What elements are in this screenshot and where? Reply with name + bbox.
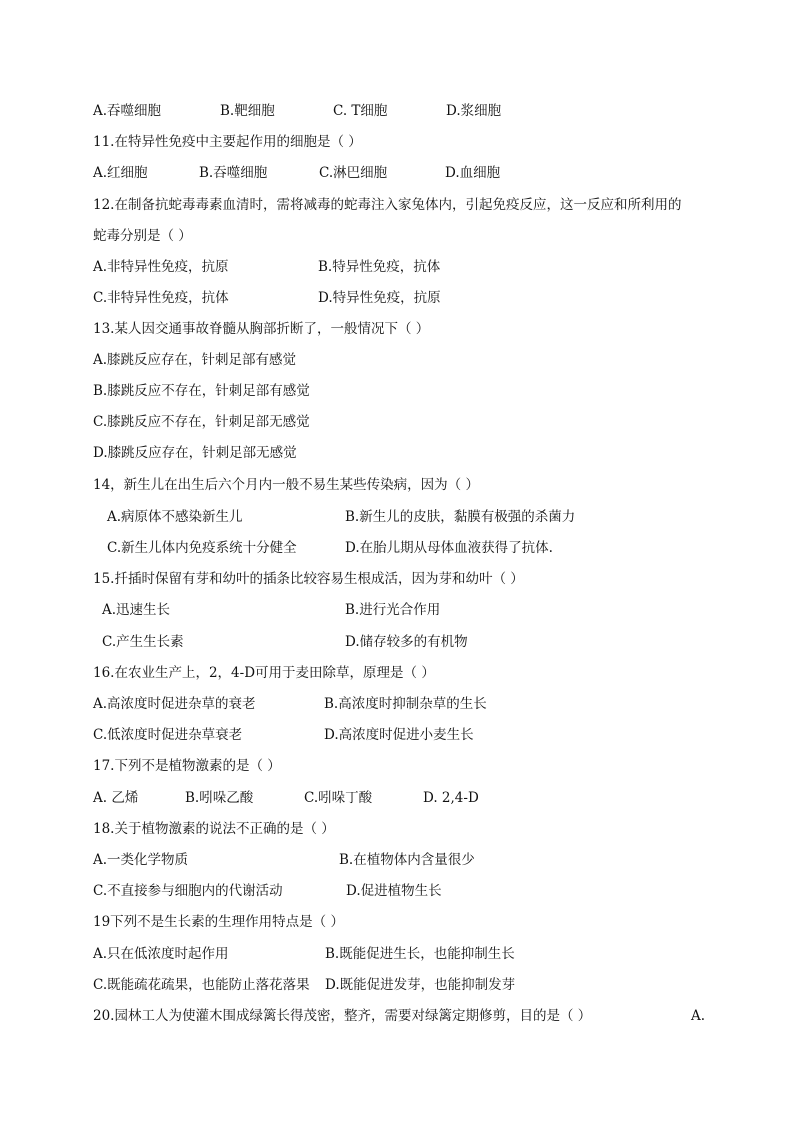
option-c: C.低浓度时促进杂草衰老 bbox=[93, 727, 243, 743]
option-a: A.高浓度时促进杂草的衰老 bbox=[93, 696, 256, 712]
option-a: A.只在低浓度时起作用 bbox=[93, 946, 229, 962]
option-a: A.红细胞 bbox=[93, 165, 148, 181]
option-a: A.膝跳反应存在，针刺足部有感觉 bbox=[93, 352, 297, 368]
option-a: A. 乙烯 bbox=[93, 790, 139, 806]
option-b: B.吞噬细胞 bbox=[199, 165, 268, 181]
option-a: A.一类化学物质 bbox=[93, 852, 189, 868]
question-17-stem: 17.下列不是植物激素的是（ ） bbox=[93, 758, 281, 774]
option-d: D.浆细胞 bbox=[446, 103, 502, 119]
option-c: C.非特异性免疫，抗体 bbox=[93, 290, 229, 306]
option-d: D.既能促进发芽，也能抑制发芽 bbox=[325, 977, 516, 993]
option-b: B.新生儿的皮肤，黏膜有极强的杀菌力 bbox=[345, 509, 576, 525]
option-c: C. T细胞 bbox=[333, 103, 388, 119]
option-b: B.膝跳反应不存在，针刺足部有感觉 bbox=[93, 383, 310, 399]
question-11-stem: 11.在特异性免疫中主要起作用的细胞是（ ） bbox=[93, 134, 362, 150]
option-a: A.非特异性免疫，抗原 bbox=[93, 259, 229, 275]
question-19-stem: 19下列不是生长素的生理作用特点是（ ） bbox=[93, 914, 344, 930]
question-13-stem: 13.某人因交通事故脊髓从胸部折断了，一般情况下（ ） bbox=[93, 321, 430, 337]
option-d: D.储存较多的有机物 bbox=[345, 634, 468, 650]
option-b: B.既能促进生长，也能抑制生长 bbox=[325, 946, 515, 962]
option-c: C.新生儿体内免疫系统十分健全 bbox=[107, 540, 297, 556]
option-d: D.膝跳反应存在，针刺足部无感觉 bbox=[93, 445, 297, 461]
option-b: B.特异性免疫，抗体 bbox=[318, 259, 441, 275]
option-d: D.促进植物生长 bbox=[346, 883, 442, 899]
option-c: C.既能疏花疏果，也能防止落花落果 bbox=[93, 977, 310, 993]
option-b: B.进行光合作用 bbox=[345, 602, 441, 618]
question-20-stem: 20.园林工人为使灌木围成绿篱长得茂密，整齐，需要对绿篱定期修剪，目的是（ ） bbox=[93, 1008, 592, 1024]
question-14-stem: 14，新生儿在出生后六个月内一般不易生某些传染病，因为（ ） bbox=[93, 477, 479, 493]
option-d: D.在胎儿期从母体血液获得了抗体. bbox=[345, 540, 553, 556]
option-b: B.高浓度时抑制杂草的生长 bbox=[324, 696, 487, 712]
question-18-stem: 18.关于植物激素的说法不正确的是（ ） bbox=[93, 821, 335, 837]
option-c: C.吲哚丁酸 bbox=[304, 790, 373, 806]
option-b: B.在植物体内含量很少 bbox=[339, 852, 475, 868]
question-15-stem: 15.扦插时保留有芽和幼叶的插条比较容易生根成活，因为芽和幼叶（ ） bbox=[93, 571, 524, 587]
option-a: A. bbox=[691, 1008, 706, 1024]
option-a: A.病原体不感染新生儿 bbox=[107, 509, 243, 525]
question-12-stem-line1: 12.在制备抗蛇毒毒素血清时，需将减毒的蛇毒注入家兔体内，引起免疫反应，这一反应和所利用的 bbox=[93, 197, 682, 213]
option-c: C.产生生长素 bbox=[102, 634, 184, 650]
question-16-stem: 16.在农业生产上，2，4-D可用于麦田除草，原理是（ ） bbox=[93, 665, 435, 681]
option-c: C.淋巴细胞 bbox=[319, 165, 388, 181]
option-d: D.血细胞 bbox=[445, 165, 501, 181]
option-a: A.迅速生长 bbox=[102, 602, 171, 618]
question-12-stem-line2: 蛇毒分别是（ ） bbox=[93, 228, 192, 244]
option-d: D.高浓度时促进小麦生长 bbox=[324, 727, 474, 743]
option-b: B.靶细胞 bbox=[220, 103, 275, 119]
option-c: C.不直接参与细胞内的代谢活动 bbox=[93, 883, 283, 899]
option-b: B.吲哚乙酸 bbox=[185, 790, 254, 806]
option-d: D. 2,4-D bbox=[423, 790, 479, 806]
option-c: C.膝跳反应不存在，针刺足部无感觉 bbox=[93, 414, 310, 430]
option-d: D.特异性免疫，抗原 bbox=[318, 290, 441, 306]
option-a: A.吞噬细胞 bbox=[93, 103, 162, 119]
